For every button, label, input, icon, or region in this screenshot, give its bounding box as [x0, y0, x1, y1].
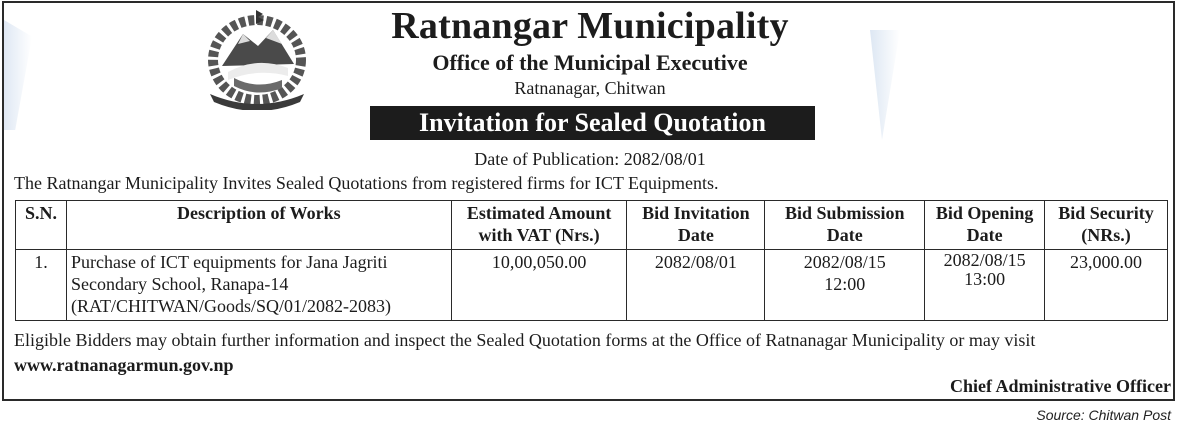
cell-estimated-amount: 10,00,050.00 [451, 250, 627, 321]
header-bid-security [1045, 201, 1168, 250]
office-location: Ratnanagar, Chitwan [514, 78, 666, 98]
header-line: Bid Submission [784, 203, 905, 223]
header-line: (NRs.) [1081, 225, 1131, 245]
cell-bid-invitation-date: 2082/08/01 [627, 250, 765, 321]
description-line: Secondary School, Ranapa-14 [70, 274, 289, 294]
source-credit: Source: Chitwan Post [1036, 407, 1171, 423]
nepal-government-emblem-icon [198, 8, 316, 110]
footer-instructions [14, 328, 1170, 378]
submission-time: 12:00 [824, 274, 866, 294]
opening-date: 2082/08/15 [943, 250, 1026, 270]
header-line: Description of Works [176, 203, 341, 223]
header-estimated-amount [451, 201, 627, 250]
cell-description [66, 250, 451, 321]
notice-banner: Invitation for Sealed Quotation [370, 106, 815, 140]
description-line: Purchase of ICT equipments for Jana Jagriti [70, 252, 388, 272]
tender-table [15, 200, 1168, 321]
cell-bid-security: 23,000.00 [1045, 250, 1168, 321]
header-line: Bid Security [1058, 203, 1154, 223]
website-link[interactable]: www.ratnanagarmun.gov.np [14, 355, 234, 375]
header-bid-invitation-date [627, 201, 765, 250]
table-header-row [16, 201, 1168, 250]
header-description [66, 201, 451, 250]
cell-bid-opening-date [925, 250, 1045, 321]
municipality-title: Ratnangar Municipality [391, 5, 789, 47]
publication-date: Date of Publication: 2082/08/01 [474, 149, 706, 169]
header-bid-opening-date [925, 201, 1045, 250]
header-line: with VAT (Nrs.) [478, 225, 600, 245]
header-line: S.N. [24, 203, 57, 223]
header-line: Bid Opening [935, 203, 1034, 223]
cell-bid-submission-date [765, 250, 925, 321]
submission-date: 2082/08/15 [803, 252, 886, 272]
opening-time: 13:00 [964, 269, 1006, 289]
header-sn [16, 201, 67, 250]
table-row [16, 250, 1168, 321]
header-line: Date [826, 225, 863, 245]
header-line: Date [966, 225, 1003, 245]
office-subtitle: Office of the Municipal Executive [432, 50, 748, 75]
description-line: (RAT/CHITWAN/Goods/SQ/01/2082-2083) [70, 296, 391, 316]
header-line: Date [677, 225, 714, 245]
cell-sn: 1. [16, 250, 67, 321]
footer-text: Eligible Bidders may obtain further information and inspect the Sealed Quotation forms at the Office of Ratnanagar Municipality or may visit [14, 330, 1036, 350]
intro-text: The Ratnangar Municipality Invites Sealed Quotations from registered firms for ICT Equipments. [14, 173, 719, 193]
header-bid-submission-date [765, 201, 925, 250]
header-line: Bid Invitation [642, 203, 750, 223]
signatory: Chief Administrative Officer [950, 376, 1171, 396]
header-line: Estimated Amount [466, 203, 612, 223]
